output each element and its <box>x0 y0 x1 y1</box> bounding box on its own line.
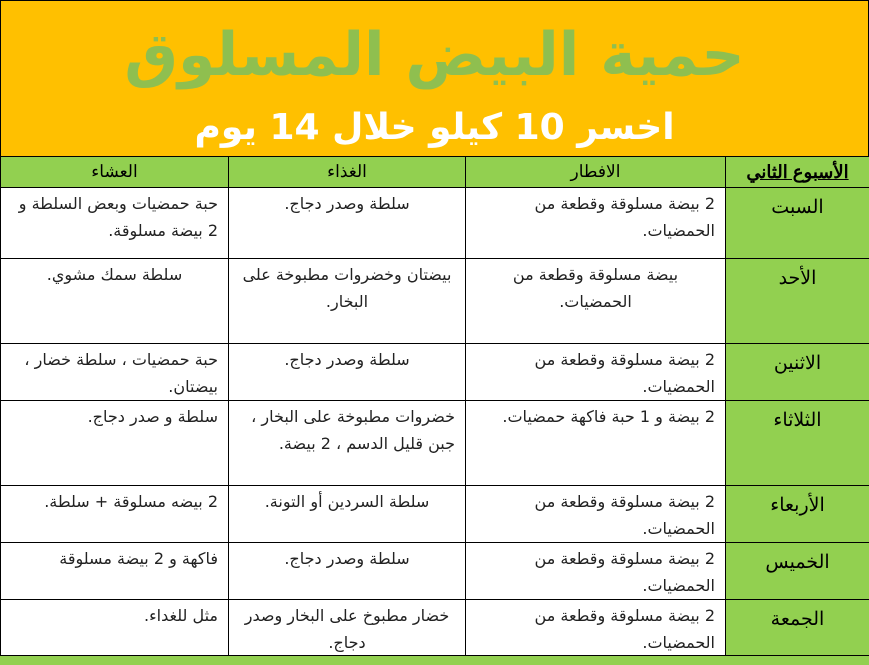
table-row <box>1 401 869 486</box>
day-monday: الاثنين <box>726 344 869 401</box>
meal-table <box>0 156 869 657</box>
page-subtitle: اخسر 10 كيلو خلال 14 يوم <box>1 105 868 151</box>
table-row <box>1 259 869 344</box>
dinner-cell: فاكهة و 2 بيضة مسلوقة <box>1 543 229 600</box>
day-wednesday: الأربعاء <box>726 486 869 543</box>
day-sunday: الأحد <box>726 259 869 344</box>
breakfast-cell: بيضة مسلوقة وقطعة من الحمضيات. <box>466 259 726 344</box>
breakfast-cell: 2 بيضة مسلوقة وقطعة من الحمضيات. <box>466 543 726 600</box>
day-friday: الجمعة <box>726 600 869 657</box>
dinner-cell: حبة حمضيات ، سلطة خضار ، بيضتان. <box>1 344 229 401</box>
dinner-cell: حبة حمضيات وبعض السلطة و 2 بيضة مسلوقة. <box>1 188 229 259</box>
header-banner <box>0 0 869 157</box>
dinner-cell: 2 بيضه مسلوقة + سلطة. <box>1 486 229 543</box>
breakfast-cell: 2 بيضة مسلوقة وقطعة من الحمضيات. <box>466 600 726 657</box>
breakfast-cell: 2 بيضة و 1 حبة فاكهة حمضيات. <box>466 401 726 486</box>
lunch-cell: سلطة وصدر دجاج. <box>229 344 466 401</box>
dinner-cell: سلطة و صدر دجاج. <box>1 401 229 486</box>
lunch-cell: سلطة السردين أو التونة. <box>229 486 466 543</box>
day-saturday: السبت <box>726 188 869 259</box>
header-lunch: الغذاء <box>229 157 466 188</box>
day-thursday: الخميس <box>726 543 869 600</box>
table-row <box>1 543 869 600</box>
lunch-cell: خضار مطبوخ على البخار وصدر دجاج. <box>229 600 466 657</box>
dinner-cell: مثل للغداء. <box>1 600 229 657</box>
day-tuesday: الثلاثاء <box>726 401 869 486</box>
table-row <box>1 486 869 543</box>
table-header-row <box>1 157 869 188</box>
header-breakfast: الافطار <box>466 157 726 188</box>
table-row <box>1 344 869 401</box>
header-dinner: العشاء <box>1 157 229 188</box>
lunch-cell: خضروات مطبوخة على البخار ، جبن قليل الدسم ، 2 بيضة. <box>229 401 466 486</box>
breakfast-cell: 2 بيضة مسلوقة وقطعة من الحمضيات. <box>466 344 726 401</box>
dinner-cell: سلطة سمك مشوي. <box>1 259 229 344</box>
table-row <box>1 188 869 259</box>
breakfast-cell: 2 بيضة مسلوقة وقطعة من الحمضيات. <box>466 188 726 259</box>
table-row <box>1 600 869 657</box>
lunch-cell: سلطة وصدر دجاج. <box>229 543 466 600</box>
header-week: الأسبوع الثاني <box>726 157 869 188</box>
page-title: حمية البيض المسلوق <box>1 15 868 95</box>
lunch-cell: سلطة وصدر دجاج. <box>229 188 466 259</box>
lunch-cell: بيضتان وخضروات مطبوخة على البخار. <box>229 259 466 344</box>
breakfast-cell: 2 بيضة مسلوقة وقطعة من الحمضيات. <box>466 486 726 543</box>
